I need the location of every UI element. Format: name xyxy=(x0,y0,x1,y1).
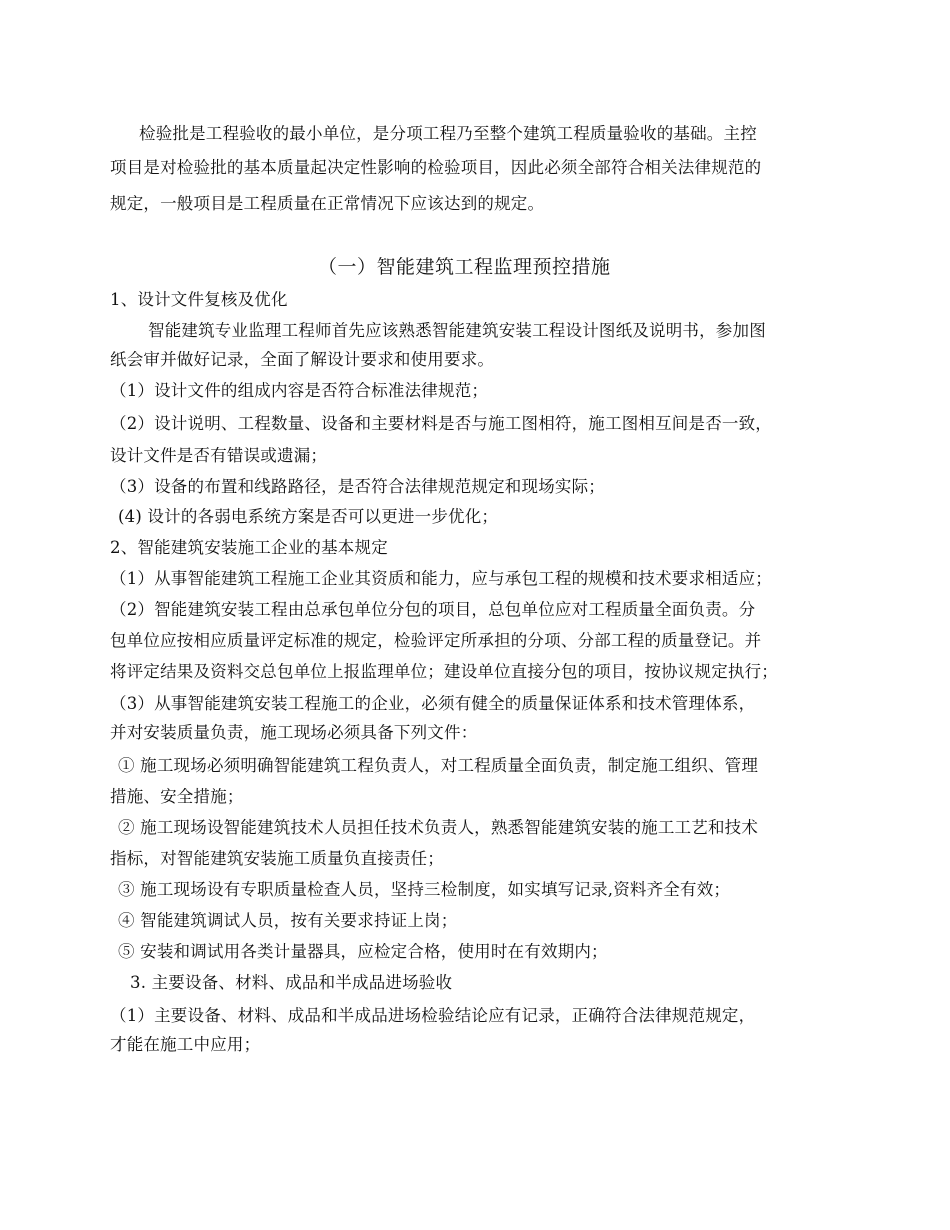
s2-circled-1-line-2: 措施、安全措施； xyxy=(110,787,244,806)
s1-item-4: (4) 设计的各弱电系统方案是否可以更进一步优化； xyxy=(118,507,499,526)
s2-item-3-line-2: 并对安装质量负责，施工现场必须具备下列文件： xyxy=(110,723,478,742)
s3-item-1-line-2: 才能在施工中应用； xyxy=(110,1035,261,1054)
s1-item-3: （3）设备的布置和线路路径，是否符合法律规范规定和现场实际； xyxy=(110,477,605,496)
s1-heading: 1、设计文件复核及优化 xyxy=(110,290,288,309)
s1-paragraph-line-2: 纸会审并做好记录，全面了解设计要求和使用要求。 xyxy=(110,350,495,369)
section-title: （一）智能建筑工程监理预控措施 xyxy=(318,256,611,278)
s1-item-2-line-1: （2）设计说明、工程数量、设备和主要材料是否与施工图相符，施工图相互间是否一致， xyxy=(110,414,772,433)
intro-line-2: 项目是对检验批的基本质量起决定性影响的检验项目，因此必须全部符合相关法律规范的 xyxy=(110,158,762,177)
s2-item-1: （1）从事智能建筑工程施工企业其资质和能力，应与承包工程的规模和技术要求相适应； xyxy=(110,569,772,588)
s3-item-1-line-1: （1）主要设备、材料、成品和半成品进场检验结论应有记录，正确符合法律规范规定， xyxy=(110,1006,756,1025)
s3-heading: 3. 主要设备、材料、成品和半成品进场验收 xyxy=(130,973,453,992)
s2-circled-3: ③ 施工现场设有专职质量检查人员，坚持三检制度，如实填写记录,资料齐全有效； xyxy=(118,880,731,899)
s2-circled-2-line-1: ② 施工现场设智能建筑技术人员担任技术负责人，熟悉智能建筑安装的施工工艺和技术 xyxy=(118,818,759,837)
s1-item-1: （1）设计文件的组成内容是否符合标准法律规范； xyxy=(110,381,489,400)
s2-item-2-line-1: （2）智能建筑安装工程由总承包单位分包的项目，总包单位应对工程质量全面负责。分 xyxy=(110,600,756,619)
intro-line-1: 检验批是工程验收的最小单位，是分项工程乃至整个建筑工程质量验收的基础。主控 xyxy=(139,124,757,143)
s2-heading: 2、智能建筑安装施工企业的基本规定 xyxy=(110,538,388,557)
s2-circled-5: ⑤ 安装和调试用各类计量器具，应检定合格，使用时在有效期内； xyxy=(118,942,608,961)
s2-item-2-line-2: 包单位应按相应质量评定标准的规定，检验评定所承担的分项、分部工程的质量登记。并 xyxy=(110,631,762,650)
s2-circled-2-line-2: 指标，对智能建筑安装施工质量负直接责任； xyxy=(110,849,444,868)
s2-circled-1-line-1: ① 施工现场必须明确智能建筑工程负责人，对工程质量全面负责，制定施工组织、管理 xyxy=(118,756,759,775)
s2-item-3-line-1: （3）从事智能建筑安装工程施工的企业，必须有健全的质量保证体系和技术管理体系， xyxy=(110,694,756,713)
s2-item-2-line-3: 将评定结果及资料交总包单位上报监理单位；建设单位直接分包的项目，按协议规定执行； xyxy=(110,662,778,681)
s1-item-2-line-2: 设计文件是否有错误或遗漏； xyxy=(110,446,328,465)
s1-paragraph-line-1: 智能建筑专业监理工程师首先应该熟悉智能建筑安装工程设计图纸及说明书，参加图 xyxy=(148,321,766,340)
intro-line-3: 规定，一般项目是工程质量在正常情况下应该达到的规定。 xyxy=(110,194,545,213)
s2-circled-4: ④ 智能建筑调试人员，按有关要求持证上岗； xyxy=(118,911,458,930)
